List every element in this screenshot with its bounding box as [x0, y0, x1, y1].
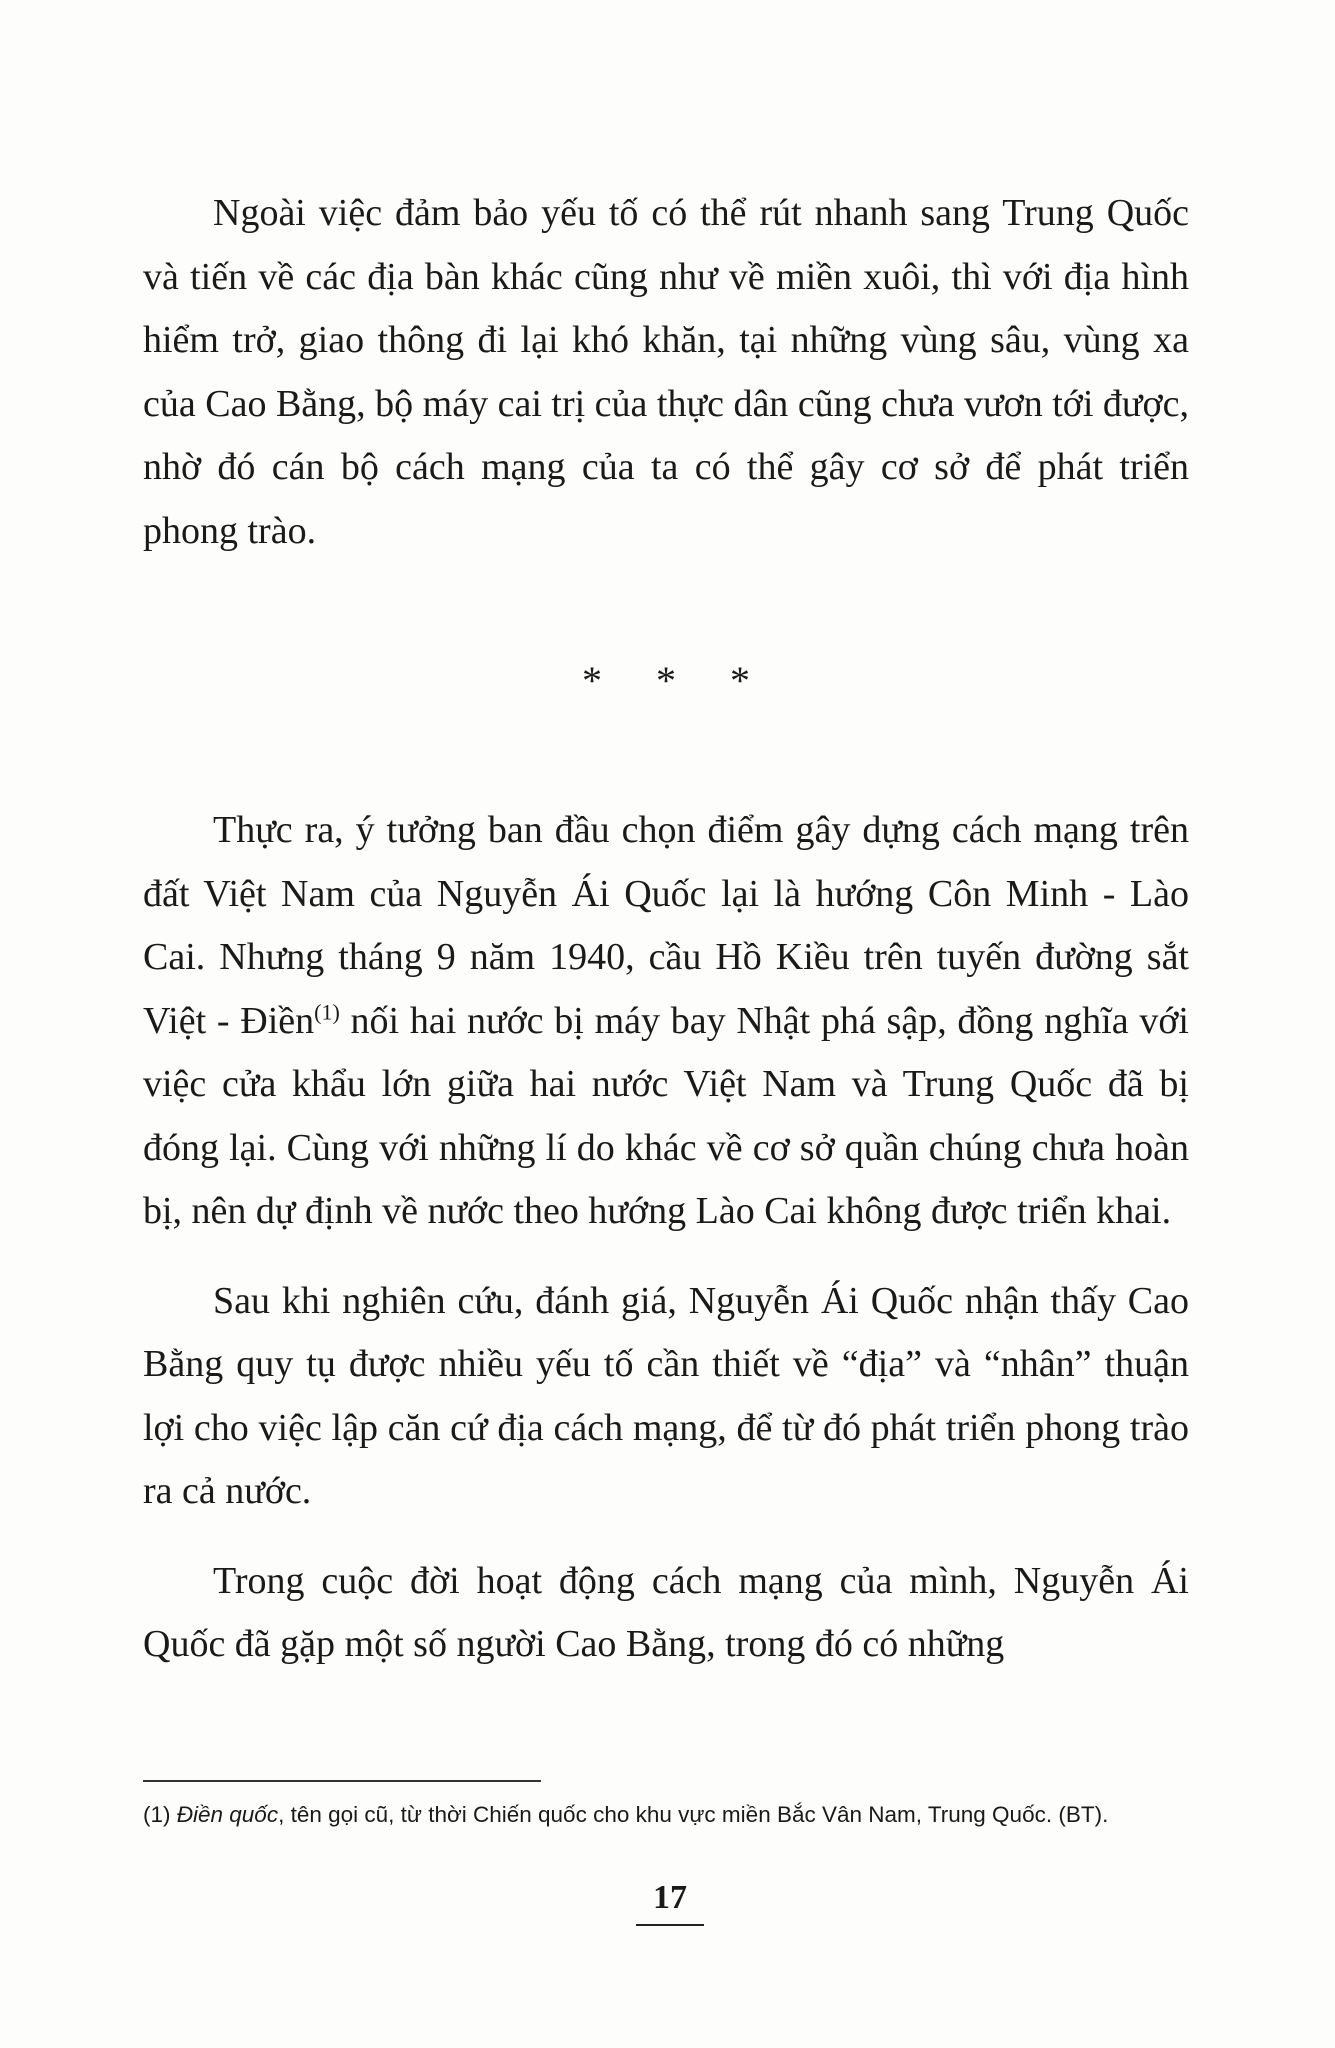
- page-number-underline: [636, 1924, 704, 1926]
- paragraph-3: Sau khi nghiên cứu, đánh giá, Nguyễn Ái Quốc nhận thấy Cao Bằng quy tụ được nhiều yếu tố cần thiết về “địa” và “nhân” thuận lợi cho việc lập căn cứ địa cách mạng, để từ đó phát triển phong trào ra cả nước.: [143, 1279, 1189, 1512]
- section-separator: * * *: [582, 658, 772, 703]
- footnote-term: Điền quốc: [176, 1802, 279, 1827]
- paragraph-1: Ngoài việc đảm bảo yếu tố có thể rút nhanh sang Trung Quốc và tiến về các địa bàn khác cũng như về miền xuôi, thì với địa hình hiểm trở, giao thông đi lại khó khăn, tại những vùng sâu, vùng xa của Cao Bằng, bộ máy cai trị của thực dân cũng chưa vươn tới được, nhờ đó cán bộ cách mạng của ta có thể gây cơ sở để phát triển phong trào.: [143, 192, 1189, 552]
- footnote-reference: (1): [314, 998, 340, 1024]
- paragraph-2-text-a: Thực ra, ý tưởng ban đầu chọn điểm gây dựng cách mạng trên đất Việt Nam của Nguyễn Ái Quốc lại là hướng Côn Minh - Lào Cai. Nhưng tháng 9 năm 1940, cầu Hồ Kiều trên tuyến đường sắt Việt - Điền: [143, 809, 1189, 1042]
- body-text: [143, 182, 1189, 1677]
- footnote: [143, 1800, 1193, 1830]
- page-number: 17: [653, 1879, 687, 1916]
- paragraph-2: [143, 799, 1189, 1244]
- paragraph-4: Trong cuộc đời hoạt động cách mạng của mình, Nguyễn Ái Quốc đã gặp một số người Cao Bằng, trong đó có những: [143, 1559, 1189, 1665]
- footnote-text: , tên gọi cũ, từ thời Chiến quốc cho khu vực miền Bắc Vân Nam, Trung Quốc. (BT).: [278, 1802, 1109, 1827]
- footnote-mark: (1): [143, 1802, 177, 1827]
- paragraph-2-text-b: nối hai nước bị máy bay Nhật phá sập, đồng nghĩa với việc cửa khẩu lớn giữa hai nước Việt Nam và Trung Quốc đã bị đóng lại. Cùng với những lí do khác về cơ sở quần chúng chưa hoàn bị, nên dự định về nước theo hướng Lào Cai không được triển khai.: [143, 999, 1189, 1232]
- footnote-rule: [143, 1780, 541, 1782]
